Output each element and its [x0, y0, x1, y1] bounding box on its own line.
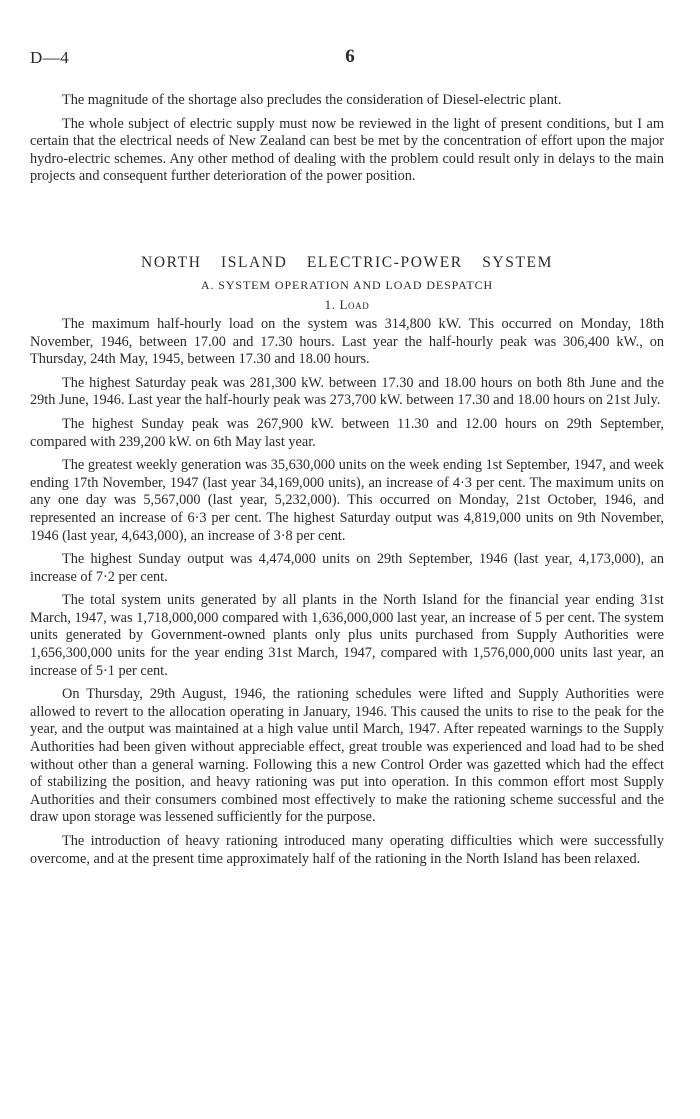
- paragraph: On Thursday, 29th August, 1946, the rationing schedules were lifted and Supply Authorities were allowed to revert to the allocation operating in January, 1946. This caused the units to rise to the peak for the year, and the output was maintained at a high value until March, 1947. After repeated warnings to the Supply Authorities had been given without appreciable effect, great trouble was experienced and load had to be shed without other than a general warning. Following this a new Control Order was gazetted which had the effect of stabilizing the position, and heavy rationing was put into operation. In this common effort most Supply Authorities and their consumers combined most effectively to make the rationing scheme successful and the draw upon storage was lessened sufficiently for the purpose.: [30, 686, 664, 826]
- paragraph: The highest Sunday output was 4,474,000 units on 29th September, 1946 (last year, 4,173,000), an increase of 7·2 per cent.: [30, 551, 664, 585]
- paragraph: The highest Saturday peak was 281,300 kW. between 17.30 and 18.00 hours on both 8th June and the 29th June, 1946. Last year the half-hourly peak was 273,700 kW. between 17.30 and 18.00 hours on 21st July.: [30, 374, 664, 409]
- paragraph: The whole subject of electric supply must now be reviewed in the light of present conditions, but I am certain that the electrical needs of New Zealand can best be met by the concentration of effort upon the major hydro-electric schemes. Any other method of dealing with the problem could result only in delays to the main projects and consequent further deterioration of the power position.: [30, 115, 664, 185]
- paragraph: The total system units generated by all plants in the North Island for the financial year ending 31st March, 1947, was 1,718,000,000 compared with 1,636,000,000 last year, an increase of 5 per cent. The system units generated by Government-owned plants only plus units purchased from Supply Authorities were 1,656,300,000 units for the year ending 31st March, 1947, compared with 1,576,000,000 units last year, an increase of 5·1 per cent.: [30, 592, 664, 679]
- paragraph: The greatest weekly generation was 35,630,000 units on the week ending 1st September, 1947, and week ending 17th November, 1947 (last year 34,169,000 units), an increase of 4·3 per cent. The maximum units on any one day was 5,567,000 (last year, 5,232,000). This occurred on Monday, 21st October, 1946, and represented an increase of 6·3 per cent. The highest Saturday output was 4,819,000 units on 9th November, 1946 (last year, 4,643,000), an increase of 3·8 per cent.: [30, 457, 664, 544]
- paragraph: The introduction of heavy rationing introduced many operating difficulties which were successfully overcome, and at the present time approximately half of the rationing in the North Island has been relaxed.: [30, 833, 664, 867]
- page-number: 6: [345, 46, 355, 67]
- section-heading: NORTH ISLAND ELECTRIC-POWER SYSTEM: [141, 253, 553, 271]
- section-spacer: [30, 192, 664, 254]
- document-reference: D—4: [30, 48, 70, 67]
- paragraph: The highest Sunday peak was 267,900 kW. between 11.30 and 12.00 hours on 29th September, compared with 239,200 kW. on 6th May last year.: [30, 415, 664, 450]
- paragraph: The magnitude of the shortage also precludes the consideration of Diesel-electric plant.: [62, 92, 562, 108]
- subsubsection-heading: 1. Load: [324, 296, 370, 312]
- paragraph: The maximum half-hourly load on the system was 314,800 kW. This occurred on Monday, 18th November, 1946, between 17.00 and 17.30 hours. Last year the half-hourly peak was 306,400 kW., on Thursday, 24th May, 1945, between 17.30 and 18.00 hours.: [30, 315, 664, 368]
- page-header: [30, 48, 670, 72]
- page-body: [30, 92, 664, 874]
- subsection-heading: A. SYSTEM OPERATION AND LOAD DESPATCH: [200, 277, 494, 292]
